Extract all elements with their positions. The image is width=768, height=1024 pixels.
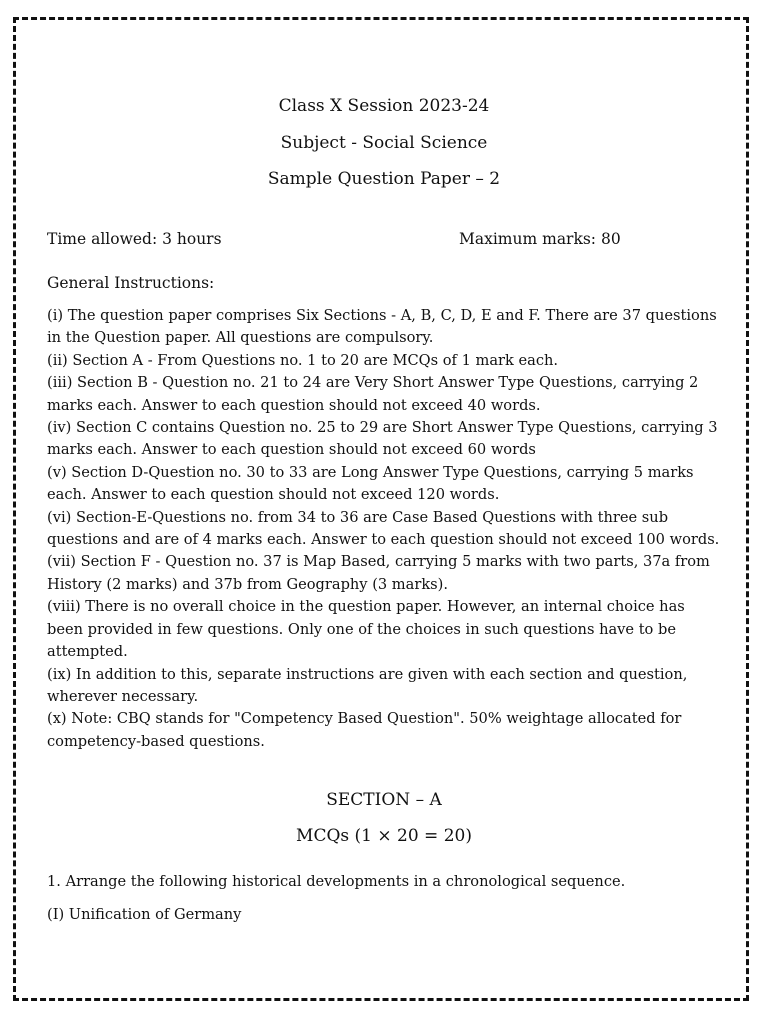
instruction-line: (vi) Section-E-Questions no. from 34 to 36 are Case Based Questions with three sub xyxy=(47,508,669,526)
instruction-line: (ii) Section A - From Questions no. 1 to 20 are MCQs of 1 mark each. xyxy=(47,351,559,369)
general-instructions-list xyxy=(47,305,737,753)
maximum-marks: Maximum marks: 80 xyxy=(459,230,621,248)
question-1-text: 1. Arrange the following historical developments in a chronological sequence. xyxy=(47,873,626,890)
instruction-line: (i) The question paper comprises Six Sections - A, B, C, D, E and F. There are 37 questions xyxy=(47,307,717,324)
instruction-line: questions and are of 4 marks each. Answer to each question should not exceed 100 words. xyxy=(47,531,720,549)
instruction-line: each. Answer to each question should not exceed 120 words. xyxy=(47,486,500,504)
instruction-line: History (2 marks) and 37b from Geography (3 marks). xyxy=(47,575,448,593)
question-1-option-i: (I) Unification of Germany xyxy=(47,906,242,923)
class-session-title: Class X Session 2023-24 xyxy=(278,96,490,116)
instruction-line: marks each. Answer to each question should not exceed 40 words. xyxy=(47,396,541,414)
instruction-line: (viii) There is no overall choice in the question paper. However, an internal choice has xyxy=(47,598,685,616)
instruction-line: (v) Section D-Question no. 30 to 33 are Long Answer Type Questions, carrying 5 marks xyxy=(47,463,694,481)
subject-title: Subject - Social Science xyxy=(280,133,488,153)
instruction-line: been provided in few questions. Only one of the choices in such questions have to be xyxy=(47,620,676,638)
time-allowed: Time allowed: 3 hours xyxy=(47,230,222,248)
instruction-line: (vii) Section F - Question no. 37 is Map Based, carrying 5 marks with two parts, 37a from xyxy=(47,553,710,571)
instruction-line: in the Question paper. All questions are compulsory. xyxy=(47,329,434,347)
instruction-line: (iii) Section B - Question no. 21 to 24 are Very Short Answer Type Questions, carrying 2 xyxy=(47,374,699,392)
instruction-line: attempted. xyxy=(47,643,128,661)
instruction-line: (iv) Section C contains Question no. 25 to 29 are Short Answer Type Questions, carrying 3 xyxy=(47,419,718,437)
instruction-line: competency-based questions. xyxy=(47,732,265,750)
general-instructions-heading: General Instructions: xyxy=(47,274,215,292)
instruction-line: marks each. Answer to each question should not exceed 60 words xyxy=(47,441,536,459)
paper-title: Sample Question Paper – 2 xyxy=(267,169,501,189)
instruction-line: wherever necessary. xyxy=(47,687,199,705)
instruction-line: (ix) In addition to this, separate instructions are given with each section and question, xyxy=(47,665,688,683)
instruction-line: (x) Note: CBQ stands for "Competency Based Question". 50% weightage allocated for xyxy=(47,710,682,728)
section-a-title: SECTION – A xyxy=(326,790,442,810)
section-a-subtitle: MCQs (1 × 20 = 20) xyxy=(296,826,472,846)
